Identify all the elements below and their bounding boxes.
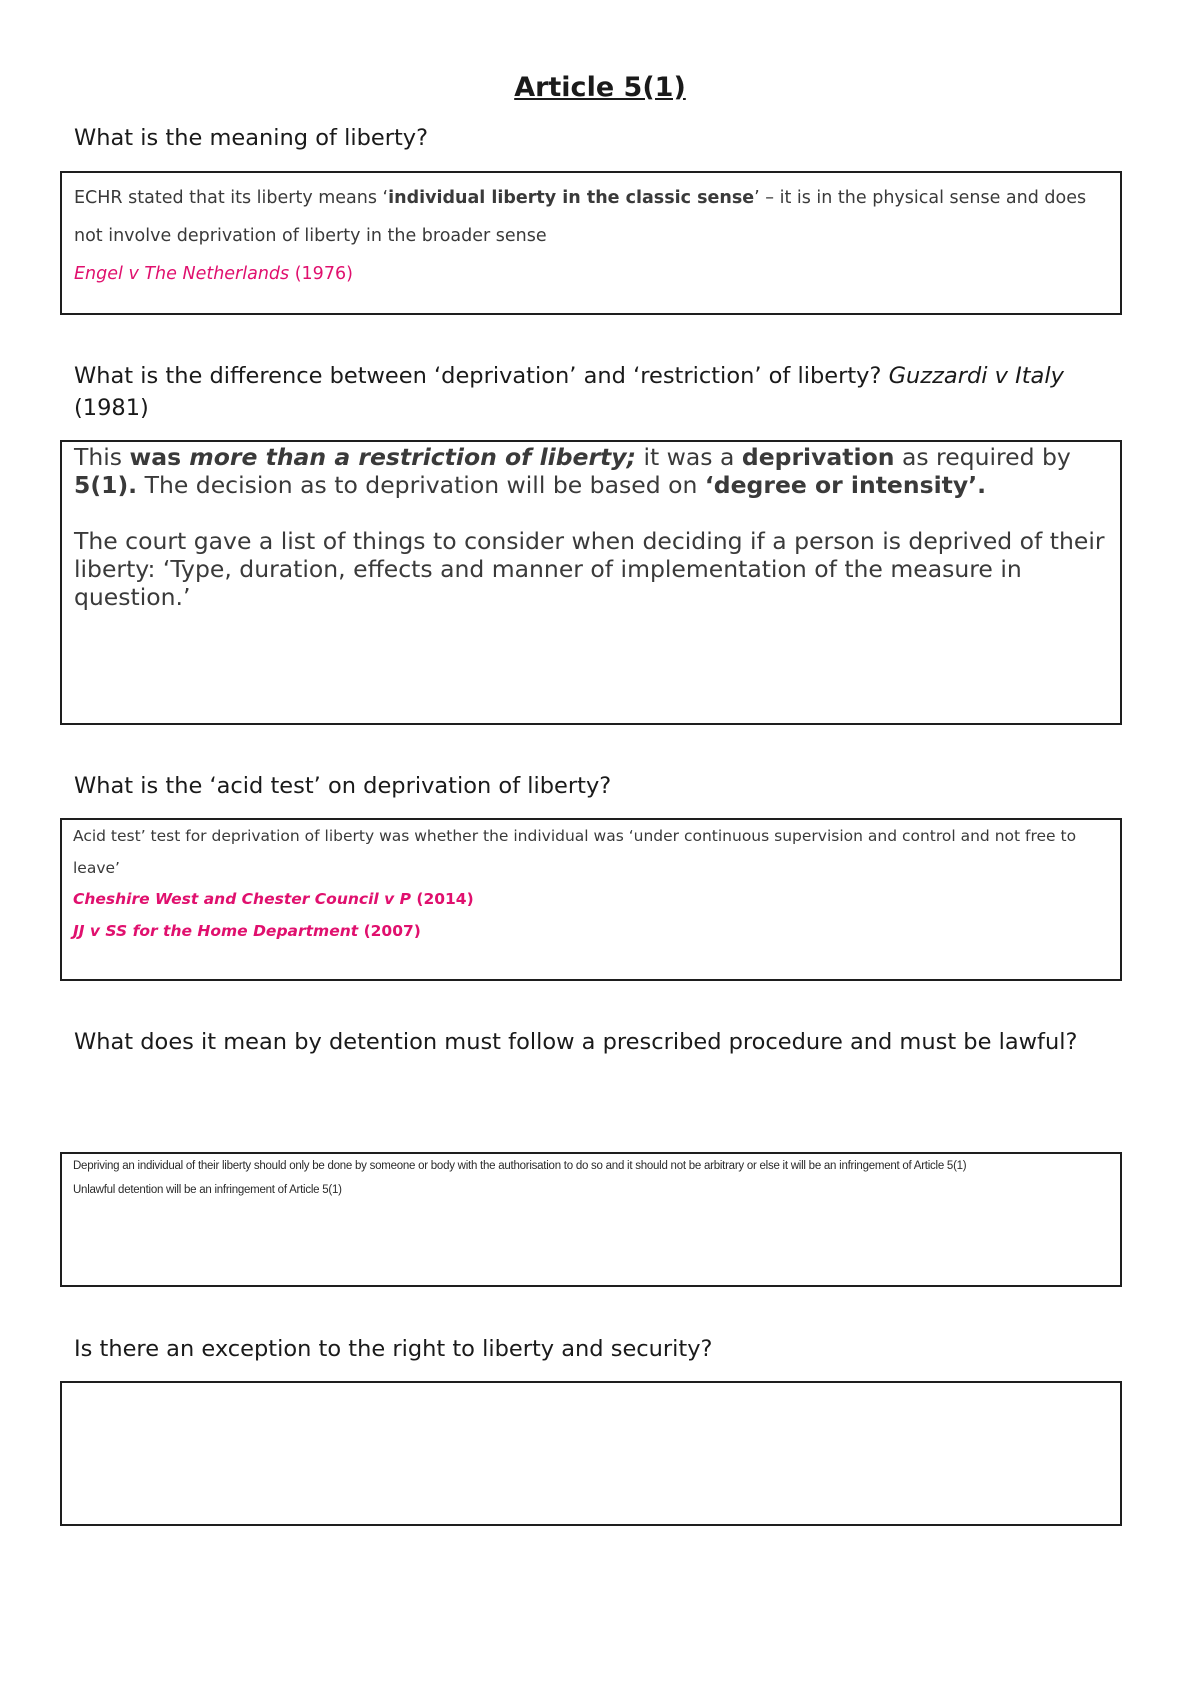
case-name: Cheshire West and Chester Council v P: [73, 890, 411, 908]
case-citation: [74, 264, 353, 284]
answer-box-meaning-of-liberty[interactable]: [60, 171, 1122, 315]
answer-text: Unlawful detention will be an infringement of Article 5(1): [73, 1184, 342, 1196]
answer-emphasis: deprivation: [741, 443, 895, 471]
page-title: Article 5(1): [514, 72, 686, 103]
answer-text: This: [74, 443, 130, 471]
case-citation: [73, 890, 474, 908]
answer-box-prescribed-procedure[interactable]: [60, 1152, 1122, 1287]
case-year: (2014): [410, 890, 474, 908]
answer-text: The decision as to deprivation will be based on: [137, 471, 705, 499]
question-acid-test: What is the ‘acid test’ on deprivation of liberty?: [74, 773, 612, 799]
answer-paragraph-2: The court gave a list of things to consider when deciding if a person is deprived of their liberty: ‘Type, duration, effects and manner of implementation of the measure in question.’: [74, 527, 1105, 611]
answer-text: as required by: [894, 443, 1071, 471]
answer-emphasis: 5(1).: [74, 471, 138, 499]
answer-emphasis: individual liberty in the classic sense: [388, 188, 755, 208]
answer-box-acid-test[interactable]: [60, 818, 1122, 981]
question-deprivation-vs-restriction: [74, 360, 1094, 424]
answer-text: it was a: [636, 443, 742, 471]
question-exception: Is there an exception to the right to liberty and security?: [74, 1336, 713, 1362]
question-prescribed-procedure: What does it mean by detention must follow a prescribed procedure and must be lawful?: [74, 1029, 1078, 1055]
answer-text: ’ – it is in the physical sense and does not involve deprivation of liberty in the broader sense: [74, 188, 1087, 246]
answer-paragraph-1: [74, 443, 1108, 499]
question-case-year: (1981): [74, 395, 149, 421]
answer-text: Depriving an individual of their liberty should only be done by someone or body with the authorisation to do so and it should not be arbitrary or else it will be an infringement of Article 5(1): [73, 1160, 967, 1172]
case-name: JJ v SS for the Home Department: [73, 921, 359, 940]
answer-emphasis: was: [129, 443, 190, 471]
question-meaning-of-liberty: What is the meaning of liberty?: [74, 125, 429, 151]
answer-box-deprivation[interactable]: [60, 440, 1122, 725]
question-case-name: Guzzardi v Italy: [888, 363, 1064, 389]
answer-text: ECHR stated that its liberty means ‘: [74, 188, 389, 208]
answer-text: Acid test’ test for deprivation of liberty was whether the individual was ‘under continuous supervision and control and not free to leave’: [73, 827, 1077, 877]
case-name: Engel v The Netherlands: [74, 264, 290, 284]
case-citation: [73, 922, 421, 940]
answer-emphasis: more than a restriction of liberty;: [189, 443, 636, 471]
answer-box-exception[interactable]: [60, 1381, 1122, 1526]
case-year: (2007): [358, 921, 421, 940]
question-text: What is the difference between ‘deprivation’ and ‘restriction’ of liberty?: [74, 363, 889, 389]
case-year: (1976): [289, 264, 353, 284]
answer-emphasis: ‘degree or intensity’.: [704, 471, 987, 499]
